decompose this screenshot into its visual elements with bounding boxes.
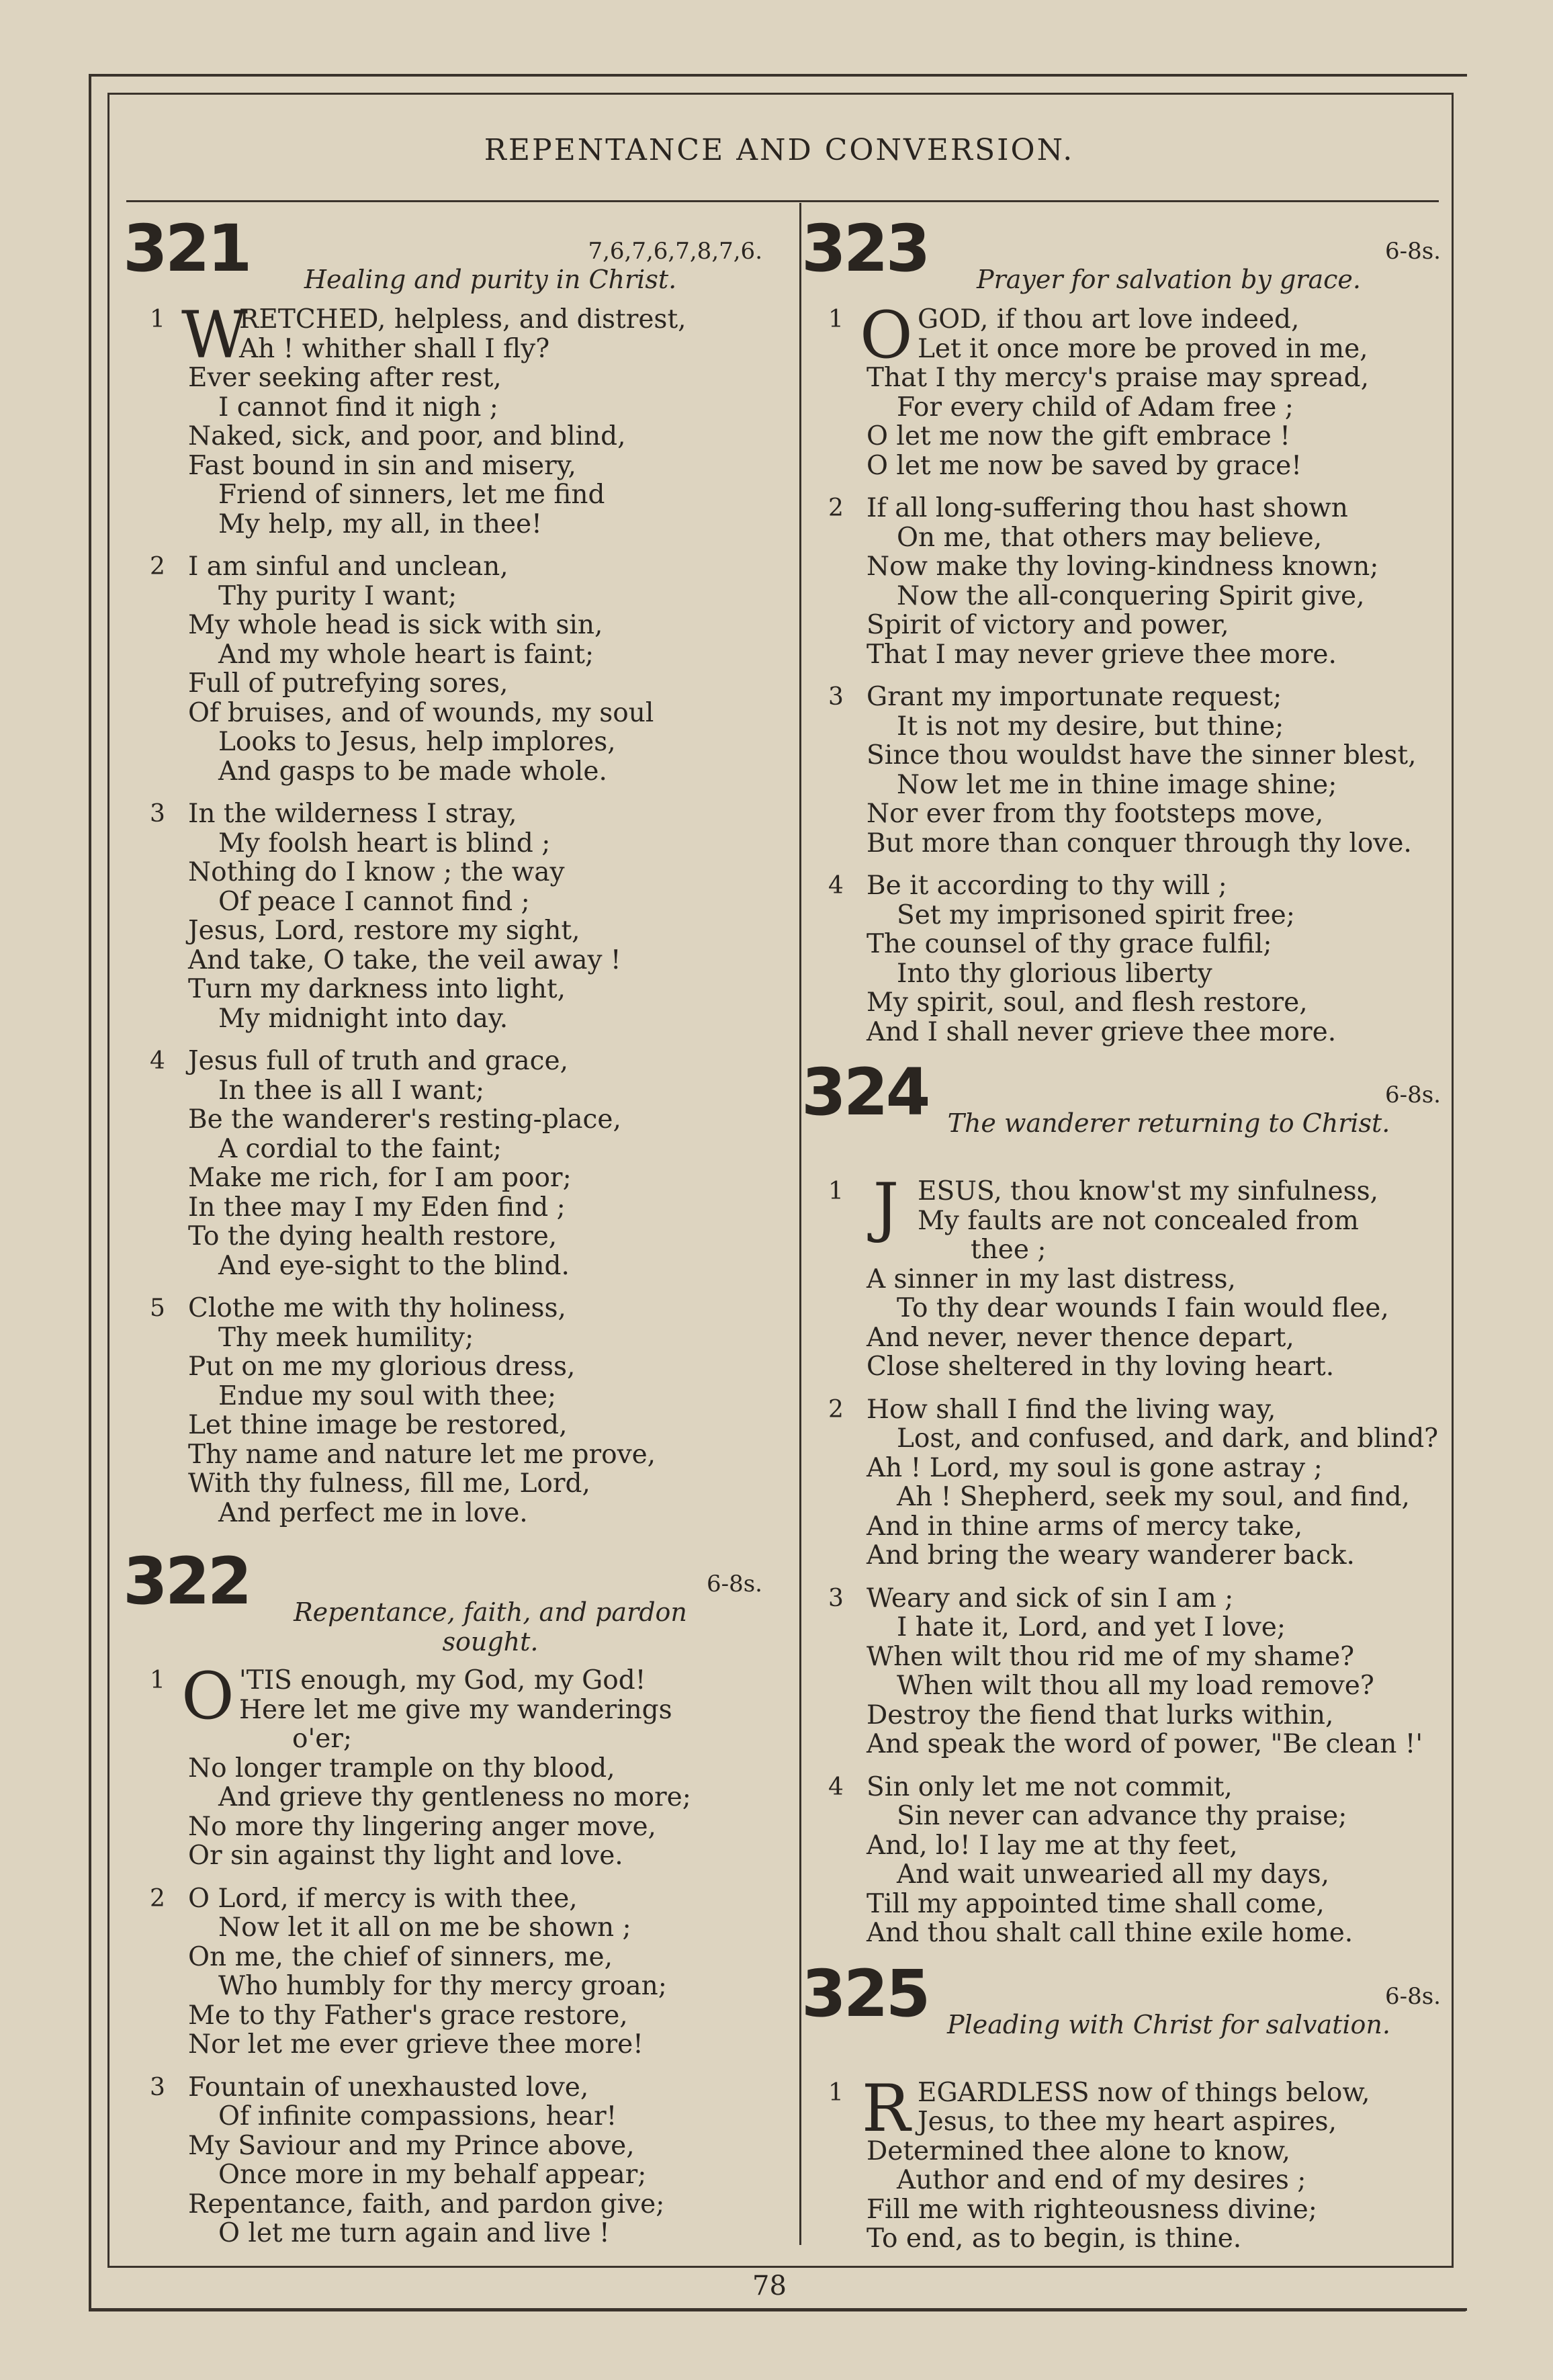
hymn-header <box>796 211 1441 305</box>
hymn-line: To thy dear wounds I fain would flee, <box>897 1293 1389 1323</box>
stanza-number: 1 <box>828 2078 844 2107</box>
hymn-line: Jesus full of truth and grace, <box>188 1046 568 1076</box>
hymn-line: GOD, if thou art love indeed, <box>918 304 1300 335</box>
hymn-line: My help, my all, in thee! <box>218 509 542 539</box>
hymn-line: My whole head is sick with sin, <box>188 610 603 640</box>
hymn-line: Weary and sick of sin I am ; <box>867 1583 1234 1614</box>
hymn-line: Sin only let me not commit, <box>867 1771 1233 1802</box>
hymn-line: Lost, and confused, and dark, and blind? <box>897 1423 1439 1454</box>
stanza-number: 1 <box>150 306 165 333</box>
hymn-line: Author and end of my desires ; <box>897 2165 1306 2195</box>
hymn-line: Ah ! Shepherd, seek my soul, and find, <box>897 1482 1410 1512</box>
hymn-line: When wilt thou all my load remove? <box>897 1671 1374 1701</box>
hymn-line: With thy fulness, fill me, Lord, <box>188 1468 590 1499</box>
hymn-meter: 6-8s. <box>1384 1082 1441 1108</box>
stanza <box>796 682 1441 858</box>
hymn-line: Ah ! whither shall I fly? <box>239 333 550 364</box>
stanza <box>118 2073 762 2248</box>
hymn-line: Determined thee alone to know, <box>867 2135 1290 2166</box>
hymn-line: And speak the word of power, "Be clean !' <box>867 1729 1423 1759</box>
left-column <box>118 211 762 2262</box>
hymn-line: I hate it, Lord, and yet I love; <box>897 1612 1286 1642</box>
hymn-line: Nor ever from thy footsteps move, <box>867 799 1324 829</box>
stanza-number: 1 <box>828 1178 844 1205</box>
drop-cap: R <box>861 2070 911 2146</box>
hymn-line: Fountain of unexhausted love, <box>188 2072 589 2103</box>
hymn-line: Or sin against thy light and love. <box>188 1841 623 1871</box>
hymn-line: A cordial to the faint; <box>218 1133 502 1164</box>
hymn-line: To end, as to begin, is thine. <box>867 2223 1242 2254</box>
stanza <box>796 871 1441 1047</box>
page-number: 78 <box>752 2271 787 2301</box>
hymn-line: Till my appointed time shall come, <box>867 1888 1325 1919</box>
hymn-line: ESUS, thou know'st my sinfulness, <box>918 1176 1379 1206</box>
hymn-line: Let thine image be restored, <box>188 1410 568 1440</box>
hymn-line: Spirit of victory and power, <box>867 610 1229 640</box>
hymn-title: Healing and purity in Christ. <box>304 265 677 294</box>
stanza-number: 4 <box>150 1047 165 1075</box>
hymn-line: Turn my darkness into light, <box>188 974 566 1004</box>
hymn-number: 322 <box>123 1544 250 1619</box>
stanza <box>118 1294 762 1528</box>
stanza <box>796 1395 1441 1571</box>
hymn-line: And wait unwearied all my days, <box>897 1859 1329 1890</box>
hymn-line: Be the wanderer's resting-place, <box>188 1104 621 1135</box>
hymn-line: O let me turn again and live ! <box>218 2218 610 2248</box>
hymn-line: How shall I find the living way, <box>867 1394 1276 1425</box>
hymn-number: 324 <box>801 1055 928 1130</box>
stanza <box>796 2070 1441 2254</box>
stanza-number: 4 <box>828 872 844 899</box>
hymn-meter: 7,6,7,6,7,8,7,6. <box>588 238 762 265</box>
stanza <box>118 298 762 539</box>
hymn-line: O let me now the gift embrace ! <box>867 421 1290 451</box>
hymn-line: It is not my desire, but thine; <box>897 711 1284 742</box>
hymn-line: And never, never thence depart, <box>867 1322 1294 1353</box>
stanza-number: 2 <box>828 1395 844 1423</box>
hymn-line: That I may never grieve thee more. <box>867 639 1337 670</box>
hymn-line: The counsel of thy grace fulfil; <box>867 929 1272 959</box>
hymn <box>796 1055 1441 1948</box>
hymn-line: Now let me in thine image shine; <box>897 769 1337 800</box>
hymn-line: Set my imprisoned spirit free; <box>897 899 1295 930</box>
hymn-line: No longer trample on thy blood, <box>188 1753 615 1783</box>
hymn-line: Of infinite compassions, hear! <box>218 2101 617 2131</box>
hymn-line: On me, that others may believe, <box>897 522 1323 553</box>
drop-cap: W <box>181 298 248 373</box>
hymn-line: My spirit, soul, and flesh restore, <box>867 987 1308 1018</box>
hymn-line: And grieve thy gentleness no more; <box>218 1782 691 1812</box>
hymn-line: Let it once more be proved in me, <box>918 333 1368 364</box>
stanza-number: 1 <box>828 306 844 333</box>
hymn-line: And gasps to be made whole. <box>218 756 607 787</box>
hymn-line: Of bruises, and of wounds, my soul <box>188 697 654 728</box>
hymn <box>118 1544 762 2248</box>
hymn-title: Prayer for salvation by grace. <box>977 265 1361 294</box>
stanza-number: 5 <box>150 1294 165 1322</box>
drop-cap: J <box>873 1170 899 1245</box>
hymn-line: My foolsh heart is blind ; <box>218 828 551 858</box>
hymn-line: Once more in my behalf appear; <box>218 2160 647 2190</box>
hymn-line: Endue my soul with thee; <box>218 1380 557 1411</box>
hymn-header <box>796 1955 1441 2078</box>
hymn-line: On me, the chief of sinners, me, <box>188 1941 613 1972</box>
hymn-line: When wilt thou rid me of my shame? <box>867 1641 1354 1672</box>
hymn-title: Pleading with Christ for salvation. <box>947 2009 1390 2039</box>
hymn-header <box>118 1544 762 1666</box>
hymn-line: I am sinful and unclean, <box>188 552 508 582</box>
stanza <box>118 552 762 786</box>
hymn-line: And in thine arms of mercy take, <box>867 1511 1303 1542</box>
hymn-line: Sin never can advance thy praise; <box>897 1801 1347 1831</box>
hymn-line: Full of putrefying sores, <box>188 668 508 699</box>
hymn-line: Thy purity I want; <box>218 580 457 611</box>
stanza-number: 3 <box>828 683 844 711</box>
stanza-number: 1 <box>150 1667 165 1694</box>
drop-cap: O <box>860 298 913 373</box>
hymn-line: In the wilderness I stray, <box>188 799 517 829</box>
hymn-header <box>118 211 762 305</box>
stanza-number: 3 <box>828 1584 844 1612</box>
hymn-number: 323 <box>801 211 928 286</box>
hymn-line: Looks to Jesus, help implores, <box>218 727 616 757</box>
hymn-line: Fast bound in sin and misery, <box>188 450 576 481</box>
hymn-line: And take, O take, the veil away ! <box>188 944 621 975</box>
hymn-line: My midnight into day. <box>218 1003 508 1034</box>
hymn-line: Clothe me with thy holiness, <box>188 1293 566 1323</box>
hymn-line: But more than conquer through thy love. <box>867 828 1412 858</box>
stanza <box>118 1884 762 2060</box>
stanza <box>118 1047 762 1280</box>
hymn-number: 325 <box>801 1955 928 2031</box>
hymn-meter: 6-8s. <box>706 1571 762 1597</box>
hymn-line: Into thy glorious liberty <box>897 958 1212 989</box>
hymn-line: O Lord, if mercy is with thee, <box>188 1883 578 1914</box>
hymn-line: Ever seeking after rest, <box>188 363 502 393</box>
header-rule <box>126 200 1439 202</box>
stanza <box>118 1659 762 1871</box>
drop-cap: O <box>181 1659 234 1734</box>
hymn-meter: 6-8s. <box>1384 238 1441 265</box>
hymn-line: Me to thy Father's grace restore, <box>188 2000 628 2031</box>
hymn-line: Now make thy loving-kindness known; <box>867 552 1379 582</box>
hymn-line: EGARDLESS now of things below, <box>918 2077 1370 2108</box>
hymn-line: My faults are not concealed from <box>918 1205 1359 1236</box>
hymn-line: Of peace I cannot find ; <box>218 886 530 917</box>
stanza <box>796 298 1441 481</box>
hymn-line: Nothing do I know ; the way <box>188 857 565 887</box>
hymn-line: Now the all-conquering Spirit give, <box>897 580 1365 611</box>
hymn-line: And thou shalt call thine exile home. <box>867 1918 1354 1948</box>
hymn-meter: 6-8s. <box>1384 1982 1441 2010</box>
page-title: REPENTANCE AND CONVERSION. <box>484 133 1075 167</box>
hymn-line: 'TIS enough, my God, my God! <box>239 1665 646 1695</box>
hymn-line: And bring the weary wanderer back. <box>867 1540 1355 1571</box>
stanza-number: 4 <box>828 1773 844 1801</box>
hymn-line: If all long-suffering thou hast shown <box>867 493 1348 523</box>
stanza <box>796 1773 1441 1948</box>
hymn-line: Destroy the fiend that lurks within, <box>867 1700 1334 1730</box>
hymn-line: That I thy mercy's praise may spread, <box>867 363 1369 393</box>
stanza-number: 2 <box>150 1884 165 1912</box>
hymn-title: Repentance, faith, and pardon sought. <box>294 1597 687 1657</box>
hymn-line: A sinner in my last distress, <box>867 1264 1236 1294</box>
hymn-line: And my whole heart is faint; <box>218 639 594 670</box>
hymn-line: Grant my importunate request; <box>867 682 1282 712</box>
hymn-line: In thee is all I want; <box>218 1075 485 1106</box>
hymn-line: thee ; <box>971 1235 1047 1265</box>
hymn-line: My Saviour and my Prince above, <box>188 2130 635 2161</box>
stanza <box>796 1170 1441 1382</box>
hymn-line: Thy name and nature let me prove, <box>188 1439 656 1470</box>
hymn-line: o'er; <box>292 1724 353 1754</box>
hymn-line: Jesus, Lord, restore my sight, <box>188 916 580 946</box>
hymn-line: Ah ! Lord, my soul is gone astray ; <box>867 1452 1323 1483</box>
hymn-number: 321 <box>123 211 250 286</box>
hymn-line: To the dying health restore, <box>188 1221 558 1251</box>
hymn-line: No more thy lingering anger move, <box>188 1811 656 1842</box>
hymn-line: Now let it all on me be shown ; <box>218 1912 631 1943</box>
hymn-line: Jesus, to thee my heart aspires, <box>918 2107 1337 2137</box>
hymn-title: The wanderer returning to Christ. <box>947 1108 1390 1138</box>
hymn-line: Thy meek humility; <box>218 1322 474 1353</box>
stanza-number: 3 <box>150 2073 165 2101</box>
stanza-number: 2 <box>150 553 165 580</box>
hymn-line: O let me now be saved by grace! <box>867 450 1302 481</box>
hymn-line: And I shall never grieve thee more. <box>867 1016 1337 1047</box>
stanza-number: 2 <box>828 494 844 522</box>
hymn-line: RETCHED, helpless, and distrest, <box>239 304 686 335</box>
hymn-line: And perfect me in love. <box>218 1497 528 1528</box>
stanza <box>118 799 762 1033</box>
hymn-line: Repentance, faith, and pardon give; <box>188 2189 665 2219</box>
hymn <box>118 211 762 1528</box>
hymn-line: And, lo! I lay me at thy feet, <box>867 1830 1238 1861</box>
hymn-line: Fill me with righteousness divine; <box>867 2194 1317 2225</box>
hymn <box>796 211 1441 1047</box>
stanza <box>796 1584 1441 1759</box>
bottom-rule <box>89 2309 1466 2311</box>
stanza <box>796 494 1441 669</box>
hymn-line: Close sheltered in thy loving heart. <box>867 1352 1335 1382</box>
hymn-line: Put on me my glorious dress, <box>188 1352 576 1382</box>
hymn-line: Make me rich, for I am poor; <box>188 1163 572 1193</box>
hymn-line: I cannot find it nigh ; <box>218 392 498 423</box>
right-column <box>796 211 1441 2267</box>
hymn-line: Since thou wouldst have the sinner blest, <box>867 740 1417 770</box>
stanza-number: 3 <box>150 800 165 828</box>
hymn-line: In thee may I my Eden find ; <box>188 1192 566 1223</box>
hymn-line: Here let me give my wanderings <box>239 1694 672 1725</box>
hymn-line: Naked, sick, and poor, and blind, <box>188 421 626 451</box>
hymn-line: Who humbly for thy mercy groan; <box>218 1971 667 2001</box>
hymn-line: For every child of Adam free ; <box>897 392 1294 423</box>
hymn-line: Friend of sinners, let me find <box>218 480 605 510</box>
hymn-line: And eye-sight to the blind. <box>218 1250 570 1281</box>
hymn-header <box>796 1055 1441 1177</box>
hymn <box>796 1955 1441 2254</box>
hymn-line: Nor let me ever grieve thee more! <box>188 2029 644 2060</box>
hymn-line: Be it according to thy will ; <box>867 871 1227 901</box>
